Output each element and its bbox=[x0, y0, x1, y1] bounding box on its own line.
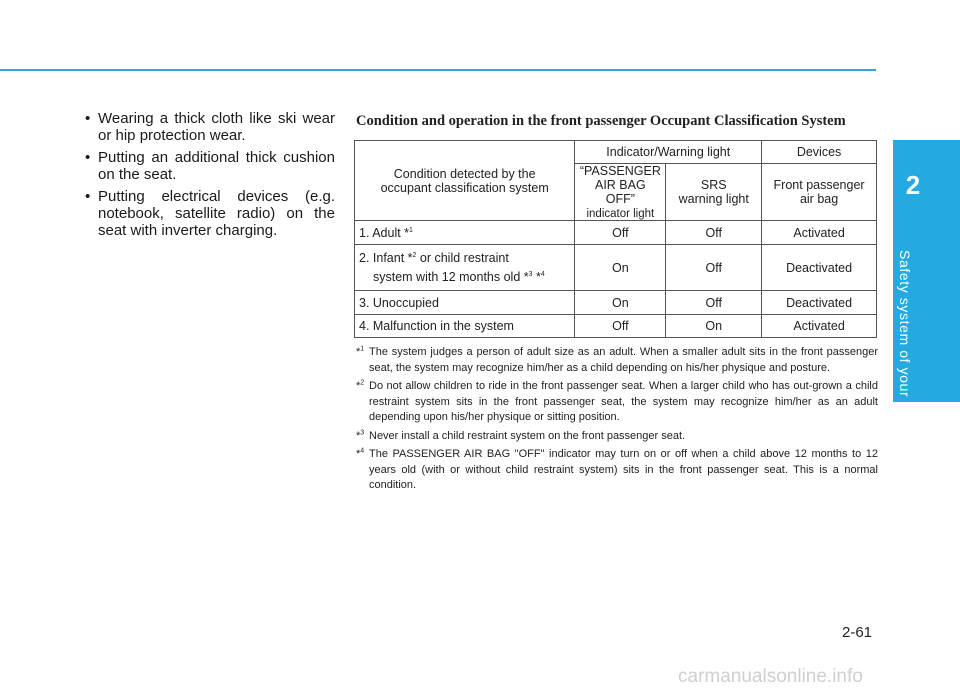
header-condition: Condition detected by the occupant classification system bbox=[355, 141, 575, 221]
table-row: 3. Unoccupied On Off Deactivated bbox=[355, 291, 877, 315]
header-passenger-airbag-indicator: “PASSENGER AIR BAG OFF” indicator light bbox=[575, 164, 666, 221]
chapter-title: Safety system of your vehicle bbox=[897, 250, 913, 450]
header-devices-group: Devices bbox=[762, 141, 877, 164]
bullet-icon: • bbox=[85, 110, 91, 127]
chapter-number: 2 bbox=[905, 170, 921, 200]
header-srs-warning: SRS warning light bbox=[666, 164, 762, 221]
ocs-condition-table bbox=[354, 140, 877, 338]
bullet-icon: • bbox=[85, 149, 91, 166]
footnote: *$^1$ The system judges a person of adult size as an adult. When a smaller adult sits in the front passenger seat, the system may recognize him/her as a child depending on his/her physique and posture. bbox=[356, 345, 878, 374]
row-condition: 1. Adult *$^1$ bbox=[355, 221, 575, 245]
footnote: *$^4$ The PASSENGER AIR BAG "OFF" indicator may turn on or off when a child above 12 months to 12 years old (with or without child restraint system) sits in the front passenger seat. This is a normal condition. bbox=[356, 447, 878, 491]
header-front-airbag: Front passenger air bag bbox=[762, 164, 877, 221]
footnotes bbox=[356, 345, 878, 497]
header-rule bbox=[0, 69, 876, 71]
precaution-list bbox=[85, 110, 335, 244]
table-row: 1. Adult *$^1$ Off Off Activated bbox=[355, 221, 877, 245]
section-heading: Condition and operation in the front passenger Occupant Classification System bbox=[356, 113, 846, 129]
chapter-side-tab bbox=[893, 140, 960, 450]
list-item: • Putting electrical devices (e.g. notebook, satellite radio) on the seat with inverter charging. bbox=[85, 188, 335, 239]
footnote: *$^3$ Never install a child restraint system on the front passenger seat. bbox=[356, 428, 686, 442]
list-item: • Wearing a thick cloth like ski wear or hip protection wear. bbox=[85, 110, 335, 144]
list-item: • Putting an additional thick cushion on the seat. bbox=[85, 149, 335, 183]
footnote: *$^2$ Do not allow children to ride in the front passenger seat. When a larger child who has out-grown a child restraint system sits in the front passenger seat, the system may recognize him/her as an adult depending upon his/her physique or sitting position. bbox=[356, 379, 878, 423]
bullet-icon: • bbox=[85, 188, 91, 205]
row-condition: 3. Unoccupied bbox=[355, 291, 575, 315]
header-indicator-group: Indicator/Warning light bbox=[575, 141, 762, 164]
table-row: 4. Malfunction in the system Off On Activated bbox=[355, 315, 877, 338]
page-number: 2-61 bbox=[842, 624, 873, 641]
row-condition: 4. Malfunction in the system bbox=[355, 315, 575, 338]
row-condition: 2. Infant *$^2$ or child restraint system with 12 months old *$^3$ *$^4$ bbox=[355, 245, 575, 291]
watermark: carmanualsonline.info bbox=[678, 666, 863, 687]
table-row: 2. Infant *$^2$ or child restraint system with 12 months old *$^3$ *$^4$ On Off Deactivated bbox=[355, 245, 877, 291]
